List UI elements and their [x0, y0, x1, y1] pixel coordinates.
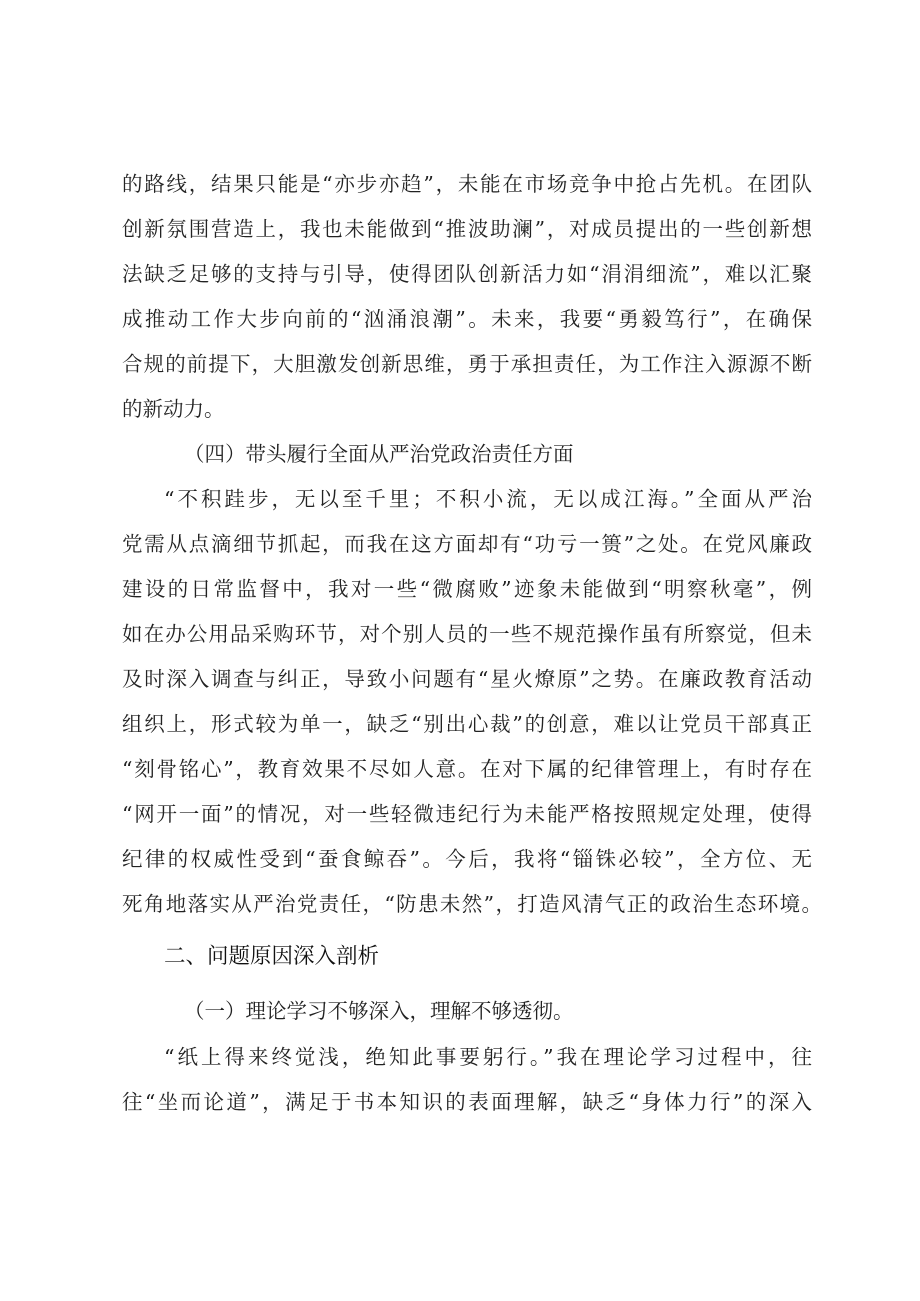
body-text-line: 合规的前提下，大胆激发创新思维，勇于承担责任，为工作注入源源不断 [122, 352, 812, 376]
body-text-line: 建设的日常监督中，我对一些“微腐败”迹象未能做到“明察秋毫”，例 [122, 577, 812, 601]
body-text-line: 纪律的权威性受到“蚕食鲸吞”。今后，我将“锱铢必较”，全方位、无 [122, 847, 812, 871]
body-text-line: “不积跬步，无以至千里；不积小流，无以成江海。”全面从严治 [164, 487, 812, 511]
body-text-line: 创新氛围营造上，我也未能做到“推波助澜”，对成员提出的一些创新想 [122, 217, 812, 241]
body-text-line: 的新动力。 [122, 397, 225, 421]
body-text-line: “刻骨铭心”，教育效果不尽如人意。在对下属的纪律管理上，有时存在 [122, 757, 812, 781]
body-text-line: 往“坐而论道”，满足于书本知识的表面理解，缺乏“身体力行”的深入 [122, 1090, 812, 1114]
body-text-line: 成推动工作大步向前的“汹涌浪潮”。未来，我要“勇毅笃行”，在确保 [122, 307, 812, 331]
body-text-line: 死角地落实从严治党责任，“防患未然”，打造风清气正的政治生态环境。 [122, 892, 822, 916]
subheading: （四）带头履行全面从严治党政治责任方面 [184, 442, 574, 466]
body-text-line: 的路线，结果只能是“亦步亦趋”，未能在市场竞争中抢占先机。在团队 [122, 172, 812, 196]
body-text-line: 党需从点滴细节抓起，而我在这方面却有“功亏一篑”之处。在党风廉政 [122, 532, 812, 556]
body-text-line: 法缺乏足够的支持与引导，使得团队创新活力如“涓涓细流”，难以汇聚 [122, 262, 812, 286]
subheading: （一）理论学习不够深入，理解不够透彻。 [184, 999, 574, 1023]
body-text-line: 组织上，形式较为单一，缺乏“别出心裁”的创意，难以让党员干部真正 [122, 712, 812, 736]
body-text-line: “网开一面”的情况，对一些轻微违纪行为未能严格按照规定处理，使得 [122, 802, 812, 826]
section-heading: 二、问题原因深入剖析 [164, 944, 380, 969]
body-text-line: “纸上得来终觉浅，绝知此事要躬行。”我在理论学习过程中，往 [164, 1045, 812, 1069]
body-text-line: 及时深入调查与纠正，导致小问题有“星火燎原”之势。在廉政教育活动 [122, 667, 812, 691]
body-text-line: 如在办公用品采购环节，对个别人员的一些不规范操作虽有所察觉，但未 [122, 622, 812, 646]
